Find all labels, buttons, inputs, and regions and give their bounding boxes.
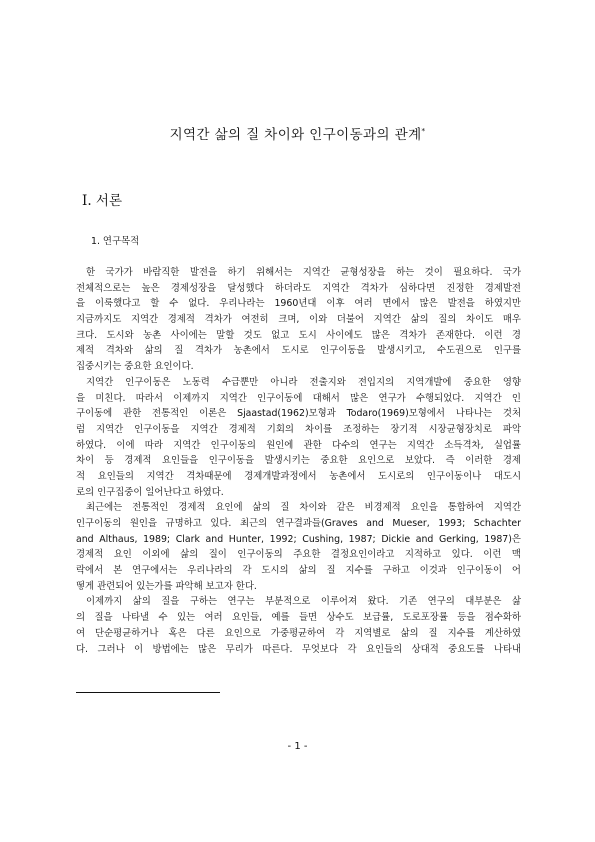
section-heading: I. 서론	[82, 193, 122, 209]
text-line: 지금까지도 지역간 경제적 격차가 여전히 크며, 이와 더불어 지역간 삶의 질의 차이도 매우	[76, 314, 521, 326]
text-line: 적 요인들의 지역간 격차때문에 경제개발과정에서 농촌에서 도시로의 인구이동이나 대도시	[76, 470, 521, 482]
text-line: 경제적 요인 이외에 삶의 질이 인구이동의 주요한 결정요인이라고 지적하고 있다. 이런 맥	[76, 549, 521, 561]
text-line: 로의 인구집중이 일어난다고 하였다.	[76, 486, 224, 498]
text-line: 을 미친다. 따라서 이제까지 지역간 인구이동에 대해서 많은 연구가 수행되었다. 지역간 인	[76, 392, 521, 404]
text-line: 다. 그러나 이 방법에는 많은 무리가 따른다. 무엇보다 각 요인들의 상대적 중요도를 나타내	[76, 643, 521, 655]
page-number: - 1 -	[287, 741, 308, 752]
text-line: 한 국가가 바람직한 발전을 하기 위해서는 지역간 균형성장을 하는 것이 필요하다. 국가	[86, 267, 521, 278]
text-line: 구이동에 관한 전통적인 이론은 Sjaastad(1962)모형과 Todaro(1969)모형에서 나타나는 것처	[76, 408, 521, 420]
text-line: 락에서 본 연구에서는 우리나라의 각 도시의 삶의 질 지수를 구하고 이것과 인구이동이 어	[76, 565, 521, 577]
title-footnote-mark: *	[421, 127, 426, 136]
text-line: 떻게 관련되어 있는가를 파악해 보고자 한다.	[76, 580, 257, 592]
text-line: 여 단순평균하거나 혹은 다른 요인으로 가중평균하여 각 지역별로 삶의 질 지수를 계산하였	[76, 627, 521, 639]
text-line: 인구이동의 원인을 규명하고 있다. 최근의 연구결과들(Graves and Mueser, 1993; Schachter	[76, 518, 521, 529]
text-line: 이제까지 삶의 질을 구하는 연구는 부분적으로 이루어져 왔다. 기존 연구의 대부분은 삶	[86, 596, 521, 608]
text-line: 럼 지역간 인구이동을 지역간 경제적 기회의 차이를 조정하는 장기적 시장균형장치로 파악	[76, 423, 521, 435]
text-line: 을 이룩했다고 할 수 없다. 우리나라는 1960년대 이후 여러 면에서 많은 발전을 하였지만	[76, 298, 521, 310]
text-line: 차이 등 경제적 요인들을 인구이동을 발생시키는 중요한 요인으로 보았다. 즉 이러한 경제	[76, 455, 521, 467]
text-line: and Althaus, 1989; Clark and Hunter, 1992; Cushing, 1987; Dickie and Gerking, 1987)은	[76, 533, 521, 545]
text-line: 집중시키는 중요한 요인이다.	[76, 361, 194, 373]
text-line: 크다. 도시와 농촌 사이에는 말할 것도 없고 도시 사이에도 많은 격차가 존재한다. 이런 경	[76, 329, 521, 341]
body-text	[76, 265, 521, 657]
text-line: 지역간 인구이동은 노동력 수급뿐만 아니라 전출지와 전입지의 지역개발에 중요한 영향	[86, 376, 521, 388]
text-line: 최근에는 전통적인 경제적 요인에 삶의 질 차이와 같은 비경제적 요인을 통합하여 지역간	[86, 502, 521, 514]
footnote-rule	[76, 692, 220, 693]
text-line: 전체적으로는 높은 경제성장을 달성했다 하더라도 지역간 격차가 심하다면 진정한 경제발전	[76, 282, 521, 294]
subsection-heading: 1. 연구목적	[91, 236, 140, 247]
text-line: 하였다. 이에 따라 지역간 인구이동의 원인에 관한 다수의 연구는 지역간 소득격차, 실업률	[76, 439, 521, 451]
text-line: 제적 격차와 삶의 질 격차가 농촌에서 도시로 인구이동을 발생시키고, 수도권으로 인구를	[76, 345, 521, 357]
title-text: 지역간 삶의 질 차이와 인구이동과의 관계	[169, 127, 422, 143]
text-line: 의 질을 나타낼 수 있는 여러 요인들, 예를 들면 상수도 보급률, 도로포장률 등을 점수화하	[76, 612, 521, 624]
paper-title	[60, 123, 535, 143]
